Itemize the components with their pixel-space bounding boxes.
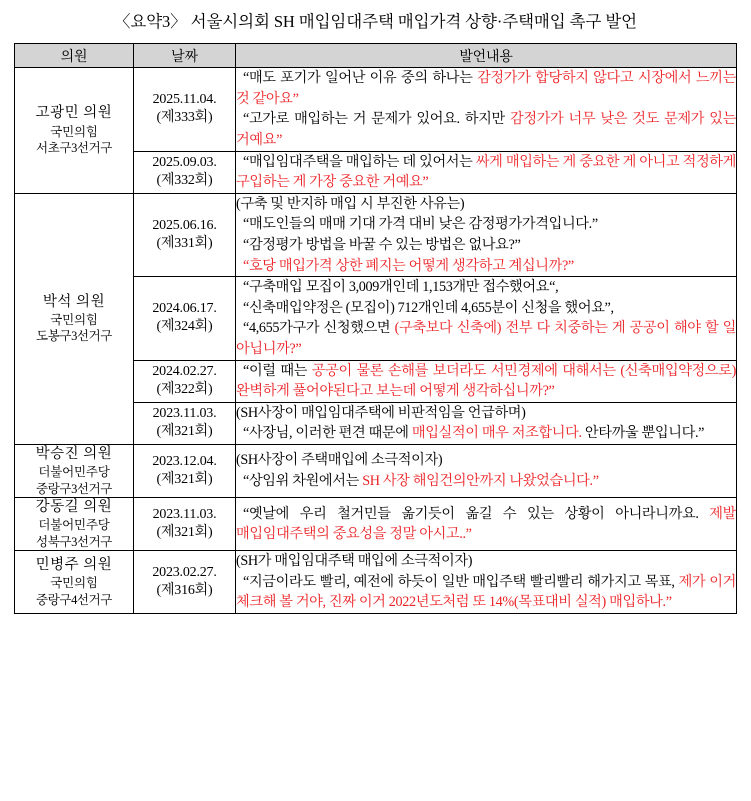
statement-content-cell bbox=[236, 68, 737, 151]
table-row bbox=[15, 498, 737, 551]
table-row bbox=[15, 193, 737, 276]
statement-content-cell bbox=[236, 551, 737, 614]
plain-text: (SH사장이 주택매입에 소극적이자) bbox=[236, 452, 443, 469]
statement-date: 2024.06.17. bbox=[152, 301, 217, 317]
member-party: 더불어민주당 bbox=[38, 465, 110, 480]
statement-date-cell bbox=[134, 402, 236, 444]
statement-line bbox=[236, 235, 736, 256]
statement-line bbox=[236, 152, 736, 193]
plain-text: “매입임대주택을 매입하는 데 있어서는 bbox=[243, 153, 476, 170]
plain-text: “매도 포기가 일어난 이유 중의 하나는 bbox=[243, 70, 478, 87]
table-header-row bbox=[15, 44, 737, 68]
member-name: 민병주 의원 bbox=[35, 557, 113, 574]
statement-session: (제321회) bbox=[156, 472, 213, 488]
table-body bbox=[15, 68, 737, 614]
plain-text: “고가로 매입하는 거 문제가 있어요. 하지만 bbox=[243, 111, 510, 128]
member-party: 국민의힘 bbox=[50, 312, 98, 327]
member-district: 서초구3선거구 bbox=[36, 141, 112, 156]
statement-session: (제332회) bbox=[156, 173, 213, 189]
statement-content-cell bbox=[236, 277, 737, 360]
statement-line bbox=[236, 361, 736, 402]
plain-text: “매도인들의 매매 기대 가격 대비 낮은 감정평가가격입니다.” bbox=[243, 216, 598, 233]
plain-text: (SH사장이 매입임대주택에 비판적임을 언급하며) bbox=[236, 404, 526, 421]
statement-session: (제322회) bbox=[156, 382, 213, 398]
statement-content-cell bbox=[236, 151, 737, 193]
table-header bbox=[15, 44, 737, 68]
member-district: 중랑구4선거구 bbox=[36, 592, 112, 607]
statement-content-cell bbox=[236, 193, 737, 276]
statement-line bbox=[236, 298, 736, 319]
statement-line bbox=[236, 572, 736, 613]
statement-content-cell bbox=[236, 498, 737, 551]
statement-date-cell bbox=[134, 277, 236, 360]
highlighted-text: (구축보다 신축에) 전부 다 치중하는 게 공공이 해야 할 일 아닙니까?” bbox=[236, 320, 736, 357]
member-district: 성북구3선거구 bbox=[36, 534, 112, 549]
statement-line bbox=[236, 256, 736, 277]
highlighted-text: 감정가가 합당하지 않다고 시장에서 느끼는 것 같아요” bbox=[236, 70, 736, 107]
member-party: 국민의힘 bbox=[50, 576, 98, 591]
statement-date-cell bbox=[134, 193, 236, 276]
highlighted-text: 매입실적이 매우 저조합니다. bbox=[411, 425, 582, 442]
highlighted-text: 싸게 매입하는 게 중요한 게 아니고 적정하게 구입하는 게 가장 중요한 거예요” bbox=[236, 153, 737, 191]
statement-session: (제333회) bbox=[156, 110, 213, 126]
statement-date: 2024.02.27. bbox=[152, 363, 217, 379]
statement-date-cell bbox=[134, 68, 236, 151]
table-row bbox=[15, 551, 737, 614]
statement-date-cell bbox=[134, 498, 236, 551]
plain-text: “지금이라도 빨리, 예전에 하듯이 일반 매입주택 빨리빨리 해가지고 목표, bbox=[243, 573, 679, 590]
column-header-date: 날짜 bbox=[134, 44, 236, 68]
statements-table bbox=[14, 43, 737, 614]
member-cell bbox=[15, 193, 134, 444]
member-party: 국민의힘 bbox=[50, 124, 98, 139]
member-cell bbox=[15, 498, 134, 551]
member-name: 강동길 의원 bbox=[35, 499, 113, 516]
statement-line bbox=[236, 551, 736, 572]
plain-text: “신축매입약정은 (모집이) 712개인데 4,655분이 신청을 했어요”, bbox=[243, 299, 614, 316]
statement-content-cell bbox=[236, 444, 737, 497]
statement-content-cell bbox=[236, 360, 737, 402]
plain-text: (SH가 매입임대주택 매입에 소극적이자) bbox=[236, 553, 473, 570]
plain-text: “4,655가구가 신청했으면 bbox=[243, 320, 395, 337]
statement-date-cell bbox=[134, 151, 236, 193]
statement-line bbox=[236, 504, 736, 545]
statement-date: 2023.02.27. bbox=[152, 564, 217, 580]
column-header-content: 발언내용 bbox=[236, 44, 737, 68]
statement-session: (제331회) bbox=[156, 236, 213, 252]
plain-text: “사장님, 이러한 편견 때문에 bbox=[243, 425, 412, 442]
statement-session: (제321회) bbox=[156, 525, 213, 541]
statement-date: 2023.11.03. bbox=[152, 506, 217, 522]
statement-date: 2025.09.03. bbox=[152, 155, 217, 171]
statement-line bbox=[236, 277, 736, 298]
member-name: 박석 의원 bbox=[42, 293, 106, 310]
highlighted-text: 제가 이거 체크해 볼 거야, 진짜 이거 2022년도처럼 또 14%(목표대비 실적) 매입하나.” bbox=[236, 573, 736, 611]
statement-line bbox=[236, 318, 736, 359]
member-district: 도봉구3선거구 bbox=[36, 329, 112, 344]
highlighted-text: 감정가가 너무 낮은 것도 문제가 있는 거예요” bbox=[236, 111, 736, 149]
column-header-member: 의원 bbox=[15, 44, 134, 68]
statement-content-cell bbox=[236, 402, 737, 444]
statement-line bbox=[236, 68, 736, 109]
statement-date: 2025.06.16. bbox=[152, 217, 217, 233]
statement-date: 2023.11.03. bbox=[152, 406, 217, 422]
statement-line bbox=[236, 423, 736, 444]
member-party: 더불어민주당 bbox=[38, 518, 110, 533]
plain-text: “옛날에 우리 철거민들 옮기듯이 옮길 수 있는 상황이 아니라니까요. bbox=[243, 505, 710, 522]
statement-date-cell bbox=[134, 360, 236, 402]
statement-date-cell bbox=[134, 551, 236, 614]
table-row bbox=[15, 444, 737, 497]
statement-date: 2025.11.04. bbox=[152, 92, 217, 108]
plain-text: 안타까울 뿐입니다.” bbox=[581, 425, 705, 442]
plain-text: “상임위 차원에서는 bbox=[243, 473, 363, 490]
statement-session: (제321회) bbox=[156, 424, 213, 440]
statement-session: (제316회) bbox=[156, 583, 213, 599]
plain-text: “감정평가 방법을 바꿀 수 있는 방법은 없나요?” bbox=[243, 237, 521, 254]
statement-line bbox=[236, 403, 736, 424]
page-title: 〈요약3〉 서울시의회 SH 매입임대주택 매입가격 상향·주택매입 촉구 발언 bbox=[113, 12, 638, 31]
statement-date-cell bbox=[134, 444, 236, 497]
statement-line bbox=[236, 194, 736, 215]
statement-session: (제324회) bbox=[156, 319, 213, 335]
member-cell bbox=[15, 68, 134, 194]
statement-line bbox=[236, 109, 736, 150]
highlighted-text: “호당 매입가격 상한 폐지는 어떻게 생각하고 계십니까?” bbox=[243, 257, 574, 274]
member-name: 고광민 의원 bbox=[35, 105, 113, 122]
highlighted-text: SH 사장 해임건의안까지 나왔었습니다.” bbox=[362, 473, 599, 490]
statement-line bbox=[236, 214, 736, 235]
member-district: 중랑구3선거구 bbox=[36, 481, 112, 496]
plain-text: “구축매입 모집이 3,009개인데 1,153개만 접수했어요“, bbox=[243, 279, 559, 296]
statement-line bbox=[236, 450, 736, 471]
member-cell bbox=[15, 551, 134, 614]
statement-date: 2023.12.04. bbox=[152, 453, 217, 469]
plain-text: (구축 및 반지하 매입 시 부진한 사유는) bbox=[236, 195, 465, 212]
plain-text: “이럴 때는 bbox=[243, 362, 312, 379]
highlighted-text: 제발 매입임대주택의 중요성을 정말 아시고..” bbox=[236, 505, 736, 543]
member-cell bbox=[15, 444, 134, 497]
highlighted-text: 공공이 물론 손해를 보더라도 서민경제에 대해서는 (신축매입약정으로) 완벽하게 풀어야된다고 보는데 어떻게 생각하십니까?” bbox=[236, 362, 736, 400]
statement-line bbox=[236, 471, 736, 492]
table-row bbox=[15, 68, 737, 151]
member-name: 박승진 의원 bbox=[35, 445, 113, 462]
